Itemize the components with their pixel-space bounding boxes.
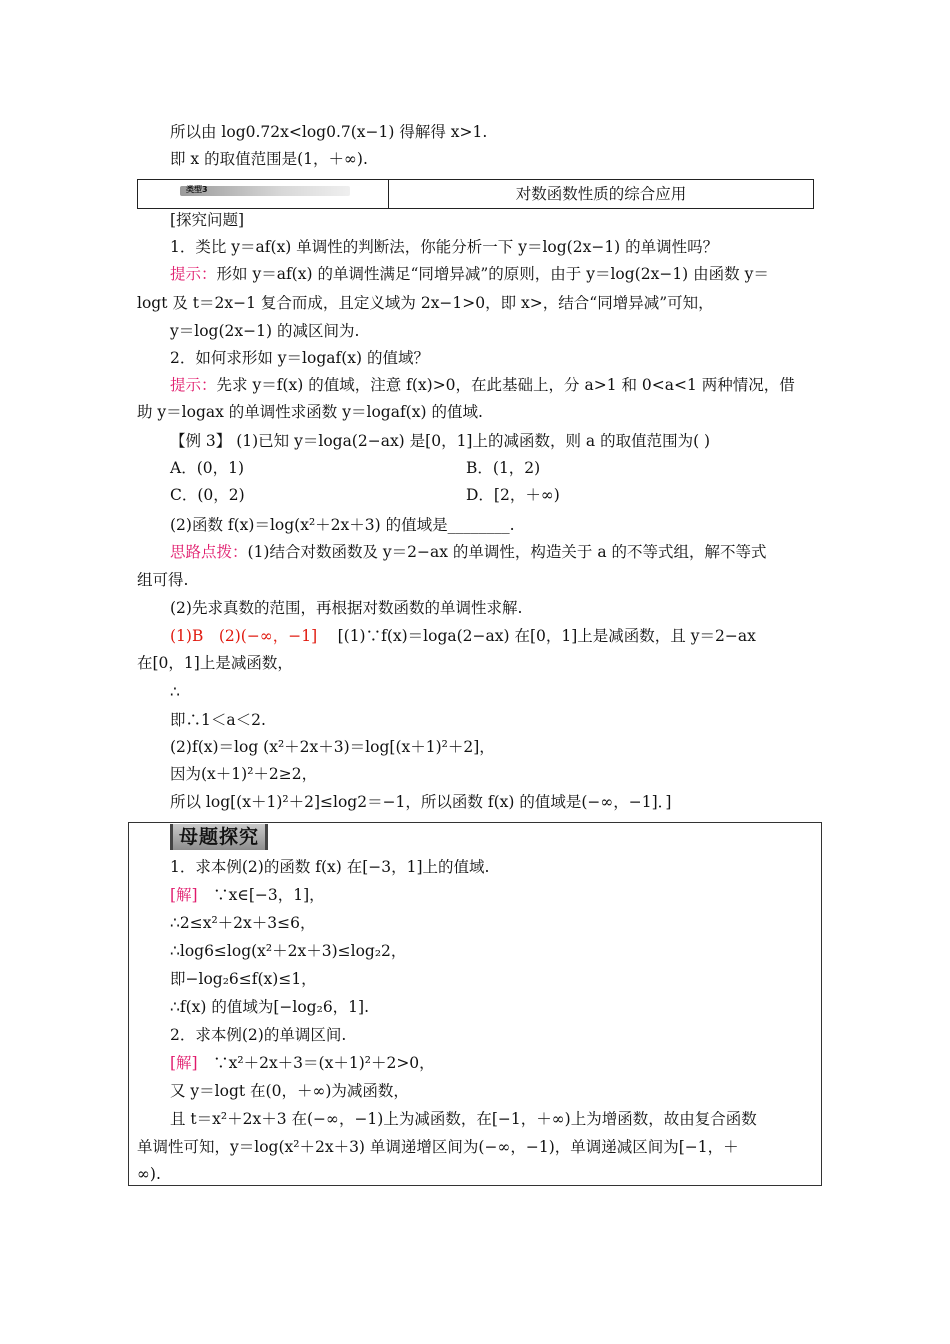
answer-line-2: 在[0，1]上是减函数，	[137, 654, 293, 672]
box-problem-1: 1．求本例(2)的函数 f(x) 在[−3，1]上的值域.	[170, 858, 490, 876]
answer-line-6: 因为(x＋1)²＋2≥2，	[170, 765, 318, 783]
box-title: 母题探究	[170, 824, 268, 850]
approach-hint-line-2: 组可得.	[137, 571, 189, 589]
box-solution-1-line-3: ∴log6≤log(x²＋2x＋3)≤log₂2，	[170, 942, 407, 960]
box-solution-1-line-1: [解] ∵x∈[−3，1]，	[170, 886, 325, 904]
hint-1-line-1: 提示：形如 y＝af(x) 的单调性满足“同增异减”的原则，由于 y＝log(2x−1) 由函数 y＝	[170, 265, 769, 283]
hint-2-line-2: 助 y＝logax 的单调性求函数 y＝logaf(x) 的值域.	[137, 403, 483, 421]
question-1: 1．类比 y＝af(x) 单调性的判断法，你能分析一下 y＝log(2x−1) 的单调性吗？	[170, 238, 719, 256]
question-2: 2．如何求形如 y＝logaf(x) 的值域？	[170, 349, 429, 367]
box-problem-2: 2．求本例(2)的单调区间.	[170, 1026, 347, 1044]
subheading: [探究问题]	[170, 211, 245, 229]
answer-line-7: 所以 log[(x＋1)²＋2]≤log2＝−1，所以函数 f(x) 的值域是(−∞，−1]．]	[170, 793, 672, 811]
text-line: 即 x 的取值范围是(1，＋∞).	[170, 150, 368, 168]
option-c: C．(0，2)	[170, 486, 245, 504]
hint-1-line-2: logt 及 t＝2x−1 复合而成，且定义域为 2x−1>0，即 x>，结合“同增异减”可知，	[137, 294, 714, 312]
section-badge: 类型3	[180, 186, 350, 196]
option-d: D．[2，＋∞)	[466, 486, 560, 504]
answer-line-4: 即∴1＜a＜2.	[170, 711, 266, 729]
hint-2-line-1: 提示：先求 y＝f(x) 的值域，注意 f(x)>0，在此基础上，分 a>1 和 0<a<1 两种情况，借	[170, 376, 795, 394]
example-3-part-2: (2)函数 f(x)＝log(x²＋2x＋3) 的值域是________.	[170, 516, 515, 534]
approach-hint-line-3: (2)先求真数的范围，再根据对数函数的单调性求解.	[170, 599, 523, 617]
section-header	[137, 179, 814, 209]
example-3-stem: 【例 3】 (1)已知 y＝loga(2−ax) 是[0，1]上的减函数，则 a 的取值范围为( )	[170, 432, 711, 450]
option-b: B．(1，2)	[466, 459, 541, 477]
section-title: 对数函数性质的综合应用	[515, 185, 687, 203]
box-solution-1-line-5: ∴f(x) 的值域为[−log₂6，1].	[170, 998, 370, 1016]
answer-line-5: (2)f(x)＝log (x²＋2x＋3)＝log[(x＋1)²＋2]，	[170, 738, 495, 756]
answer-line-3: ∴	[170, 683, 180, 701]
answer-line-1: (1)B (2)(−∞，−1] [(1)∵f(x)＝loga(2−ax) 在[0，1]上是减函数，且 y＝2−ax	[170, 627, 756, 645]
hint-1-line-3: y＝log(2x−1) 的减区间为.	[170, 322, 360, 340]
option-a: A．(0，1)	[170, 459, 245, 477]
box-solution-2-line-2: 又 y＝logt 在(0，＋∞)为减函数，	[170, 1082, 409, 1100]
text-line: 所以由 log0.72x<log0.7(x−1) 得解得 x>1.	[170, 123, 488, 141]
box-solution-2-line-1: [解] ∵x²＋2x＋3＝(x＋1)²＋2>0，	[170, 1054, 435, 1072]
box-solution-1-line-2: ∴2≤x²＋2x＋3≤6，	[170, 914, 316, 932]
approach-hint-line-1: 思路点拨：(1)结合对数函数及 y＝2−ax 的单调性，构造关于 a 的不等式组，解不等式	[170, 543, 767, 561]
box-solution-2-line-5: ∞).	[137, 1165, 161, 1183]
box-solution-1-line-4: 即−log₂6≤f(x)≤1，	[170, 970, 317, 988]
box-solution-2-line-4: 单调性可知，y＝log(x²＋2x＋3) 单调递增区间为(−∞，−1)，单调递减区间为[−1，＋	[137, 1138, 739, 1156]
box-solution-2-line-3: 且 t＝x²＋2x＋3 在(−∞，−1)上为减函数，在[−1，＋∞)上为增函数，故由复合函数	[170, 1110, 757, 1128]
